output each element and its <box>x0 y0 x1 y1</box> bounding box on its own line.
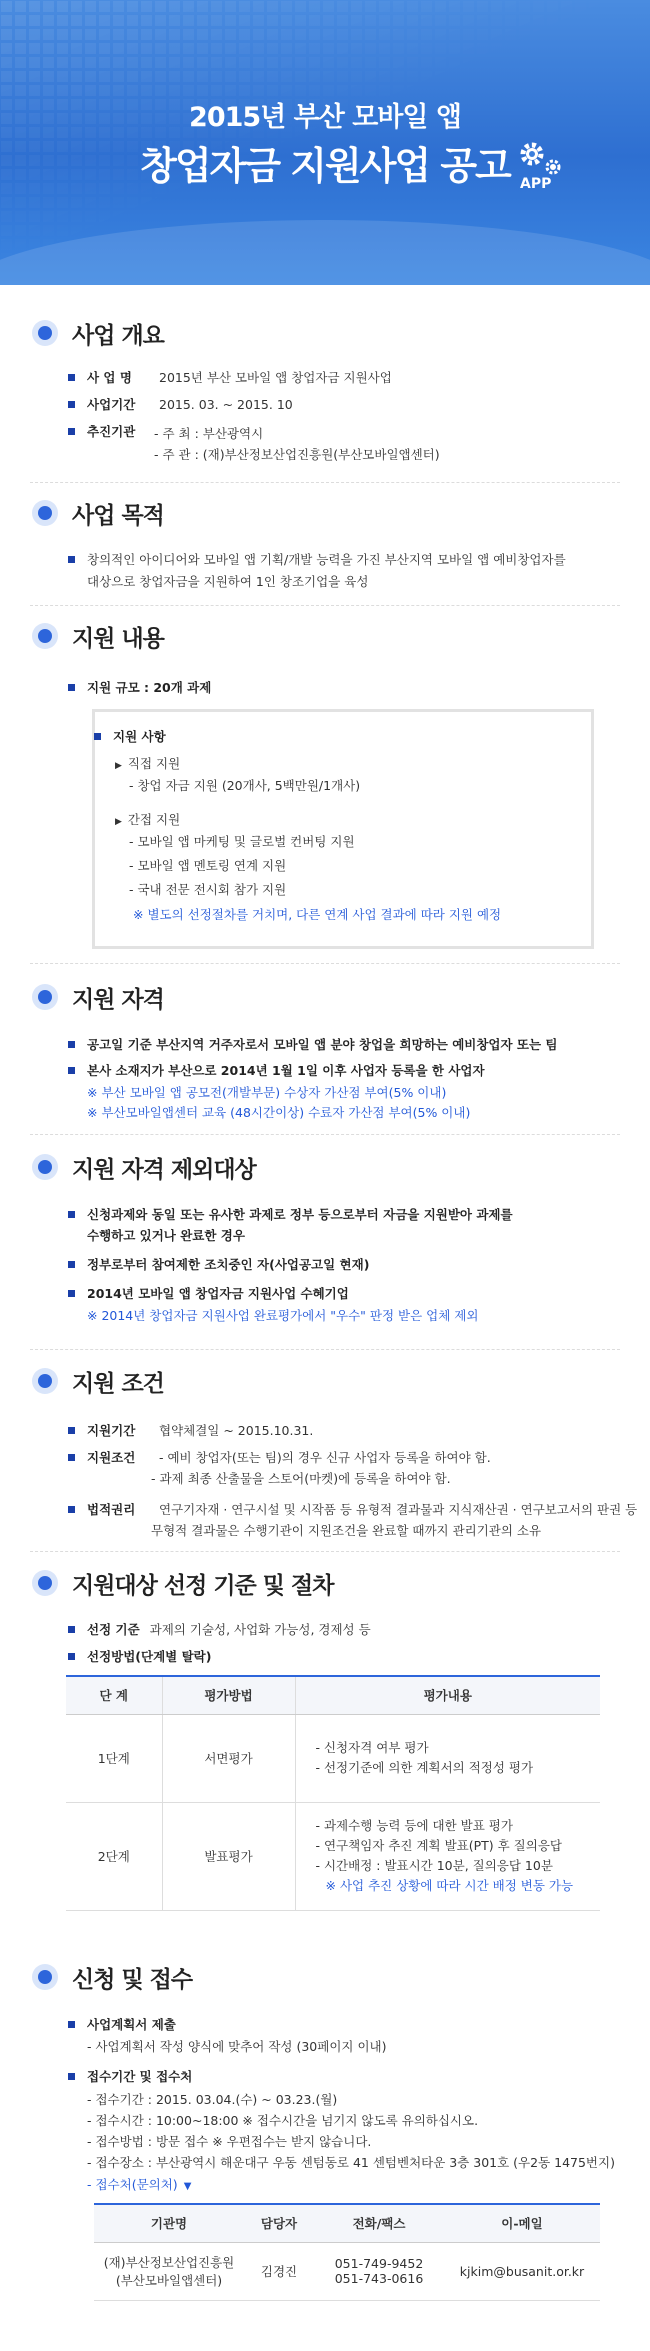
section-bullet-icon <box>32 1570 58 1596</box>
table-cell: - 과제수행 능력 등에 대한 발표 평가 - 연구책임자 추진 계획 발표(PT) 후 질의응답 - 시간배정 : 발표시간 10분, 질의응답 10분 ※ 사업 추진 상황에 따라 시간 배정 변동 가능 <box>295 1802 600 1910</box>
section-conditions-head <box>32 1363 164 1399</box>
square-bullet-icon <box>68 428 75 435</box>
contact-table <box>94 2203 600 2301</box>
conditions-period: 지원기간 협약체결일 ~ 2015.10.31. <box>68 1421 313 1439</box>
square-bullet-icon <box>68 2073 75 2080</box>
table-header: 평가방법 <box>162 1676 295 1714</box>
table-row <box>66 1714 600 1802</box>
triangle-right-icon: ▶ <box>115 817 122 827</box>
section-title: 신청 및 접수 <box>72 1966 193 1993</box>
square-bullet-icon <box>68 1653 75 1660</box>
exclude-item: 신청과제와 동일 또는 유사한 과제로 정부 등으로부터 자금을 지원받아 과제를 <box>68 1205 513 1223</box>
table-header: 담당자 <box>244 2204 314 2242</box>
indirect-support-item: - 모바일 앱 마케팅 및 글로벌 컨버팅 지원 <box>129 834 355 849</box>
section-bullet-icon <box>32 320 58 346</box>
table-header: 평가내용 <box>295 1676 600 1714</box>
table-cell: (재)부산정보산업진흥원 (부산모바일앱센터) <box>94 2242 244 2300</box>
section-exclude-head <box>32 1149 256 1185</box>
table-header: 단 계 <box>66 1676 162 1714</box>
triangle-down-icon: ▼ <box>183 2181 192 2192</box>
square-bullet-icon <box>68 2021 75 2028</box>
section-bullet-icon <box>32 623 58 649</box>
section-bullet-icon <box>32 984 58 1010</box>
section-title: 사업 목적 <box>72 502 164 529</box>
table-cell: 1단계 <box>66 1714 162 1802</box>
contact-toggle[interactable]: - 접수처(문의처) ▼ <box>87 2177 192 2192</box>
support-scale: 지원 규모 : 20개 과제 <box>68 678 211 696</box>
exclude-item: 2014년 모바일 앱 창업자금 지원사업 수혜기업 <box>68 1284 349 1302</box>
section-selection-head <box>32 1565 333 1601</box>
square-bullet-icon <box>68 1454 75 1461</box>
conditions-rights: 법적권리 연구기자재 · 연구시설 및 시작품 등 유형적 결과물과 지식재산권 · 연구보고서의 판권 등 <box>68 1500 637 1518</box>
square-bullet-icon <box>68 1067 75 1074</box>
direct-support-item: - 창업 자금 지원 (20개사, 5백만원/1개사) <box>129 778 361 793</box>
section-qualify-head <box>32 979 164 1015</box>
apply-plan-item: - 사업계획서 작성 양식에 맞추어 작성 (30페이지 이내) <box>87 2039 387 2054</box>
apply-period-title: 접수기간 및 접수처 <box>68 2067 192 2085</box>
gear-icon <box>544 158 562 176</box>
section-bullet-icon <box>32 1964 58 1990</box>
triangle-right-icon: ▶ <box>115 761 122 771</box>
purpose-line: 창의적인 아이디어와 모바일 앱 기획/개발 능력을 가진 부산지역 모바일 앱 예비창업자를 <box>68 550 566 568</box>
section-title: 지원 조건 <box>72 1370 164 1397</box>
apply-period-item: - 접수방법 : 방문 접수 ※ 우편접수는 받지 않습니다. <box>87 2134 372 2149</box>
apply-period-item: - 접수장소 : 부산광역시 해운대구 우동 센텀동로 41 센텀벤처타운 3층 301호 (우2동 1475번지) <box>87 2155 615 2170</box>
square-bullet-icon <box>68 401 75 408</box>
section-bullet-icon <box>32 1154 58 1180</box>
support-note: ※ 별도의 선정절차를 거치며, 다른 연계 사업 결과에 따라 지원 예정 <box>133 907 502 922</box>
section-overview-head <box>32 315 164 351</box>
app-tag: APP <box>520 176 552 192</box>
indirect-support-item: - 모바일 앱 멘토링 연계 지원 <box>129 858 287 873</box>
table-row <box>66 1802 600 1910</box>
indirect-support-item: - 국내 전문 전시회 참가 지원 <box>129 882 287 897</box>
square-bullet-icon <box>68 684 75 691</box>
square-bullet-icon <box>68 1427 75 1434</box>
overview-org-line: - 주 최 : 부산광역시 <box>154 426 264 441</box>
divider <box>30 482 620 483</box>
section-title: 지원 자격 <box>72 986 164 1013</box>
overview-name: 사 업 명 2015년 부산 모바일 앱 창업자금 지원사업 <box>68 368 392 386</box>
table-cell: 2단계 <box>66 1802 162 1910</box>
apply-period-item: - 접수기간 : 2015. 03.04.(수) ~ 03.23.(월) <box>87 2092 338 2107</box>
conditions-cond: 지원조건 - 예비 창업자(또는 팀)의 경우 신규 사업자 등록을 하여야 함. <box>68 1448 491 1466</box>
section-apply-head <box>32 1959 192 1995</box>
divider <box>30 1551 620 1552</box>
indirect-support-title: ▶ 간접 지원 <box>115 812 181 827</box>
gear-icon <box>518 140 546 168</box>
table-cell: - 신청자격 여부 평가 - 선정기준에 의한 계획서의 적정성 평가 <box>295 1714 600 1802</box>
banner-line1: 2015년 부산 모바일 앱 <box>189 102 461 133</box>
apply-plan-title: 사업계획서 제출 <box>68 2015 176 2033</box>
selection-method: 선정방법(단계별 탈락) <box>68 1647 211 1665</box>
table-cell: 발표평가 <box>162 1802 295 1910</box>
content <box>0 285 650 2351</box>
section-title: 지원 자격 제외대상 <box>72 1156 256 1183</box>
table-row <box>94 2242 600 2300</box>
square-bullet-icon <box>68 374 75 381</box>
purpose-line: 대상으로 창업자금을 지원하여 1인 창조기업을 육성 <box>87 574 369 589</box>
section-support-head <box>32 618 164 654</box>
exclude-item: 정부로부터 참여제한 조치중인 자(사업공고일 현재) <box>68 1255 369 1273</box>
apply-period-item: - 접수시간 : 10:00~18:00 ※ 접수시간을 넘기지 않도록 유의하십시오. <box>87 2113 479 2128</box>
banner <box>0 0 650 285</box>
square-bullet-icon <box>68 1506 75 1513</box>
conditions-rights-line: 무형적 결과물은 수행기관이 지원조건을 완료할 때까지 관리기관의 소유 <box>151 1523 542 1538</box>
square-bullet-icon <box>68 1211 75 1218</box>
divider <box>30 1134 620 1135</box>
support-box-title: 지원 사항 <box>94 727 166 745</box>
section-title: 지원 내용 <box>72 625 164 652</box>
divider <box>30 963 620 964</box>
section-purpose-head <box>32 495 164 531</box>
qualify-item: 공고일 기준 부산지역 거주자로서 모바일 앱 분야 창업을 희망하는 예비창업자 또는 팀 <box>68 1035 558 1053</box>
table-cell: 김경진 <box>244 2242 314 2300</box>
square-bullet-icon <box>68 1041 75 1048</box>
divider <box>30 605 620 606</box>
table-header: 전화/팩스 <box>314 2204 444 2242</box>
table-cell: 서면평가 <box>162 1714 295 1802</box>
table-cell: kjkim@busanit.or.kr <box>444 2242 600 2300</box>
square-bullet-icon <box>94 733 101 740</box>
table-cell: 051-749-9452 051-743-0616 <box>314 2242 444 2300</box>
table-header: 기관명 <box>94 2204 244 2242</box>
square-bullet-icon <box>68 1261 75 1268</box>
overview-period: 사업기간 2015. 03. ~ 2015. 10 <box>68 395 293 413</box>
exclude-item-cont: 수행하고 있거나 완료한 경우 <box>87 1228 245 1243</box>
qualify-item: 본사 소재지가 부산으로 2014년 1월 1일 이후 사업자 등록을 한 사업자 <box>68 1061 485 1079</box>
conditions-cond-line: - 과제 최종 산출물을 스토어(마켓)에 등록을 하여야 함. <box>151 1471 451 1486</box>
exclude-note: ※ 2014년 창업자금 지원사업 완료평가에서 "우수" 판정 받은 업체 제외 <box>87 1308 479 1323</box>
square-bullet-icon <box>68 1290 75 1297</box>
overview-org: 추진기관 <box>68 422 159 440</box>
square-bullet-icon <box>68 1626 75 1633</box>
table-header: 이-메일 <box>444 2204 600 2242</box>
banner-line2: 창업자금 지원사업 공고 <box>140 144 510 188</box>
divider <box>30 1349 620 1350</box>
section-bullet-icon <box>32 500 58 526</box>
direct-support-title: ▶ 직접 지원 <box>115 756 181 771</box>
overview-org-line: - 주 관 : (재)부산정보산업진흥원(부산모바일앱센터) <box>154 447 440 462</box>
selection-table <box>66 1675 600 1911</box>
section-title: 사업 개요 <box>72 322 164 349</box>
section-title: 지원대상 선정 기준 및 절차 <box>72 1572 334 1599</box>
section-bullet-icon <box>32 1368 58 1394</box>
square-bullet-icon <box>68 556 75 563</box>
qualify-note: ※ 부산 모바일 앱 공모전(개발부문) 수상자 가산점 부여(5% 이내) <box>87 1085 447 1100</box>
selection-criteria: 선정 기준 과제의 기술성, 사업화 가능성, 경제성 등 <box>68 1620 371 1638</box>
qualify-note: ※ 부산모바일앱센터 교육 (48시간이상) 수료자 가산점 부여(5% 이내) <box>87 1105 471 1120</box>
